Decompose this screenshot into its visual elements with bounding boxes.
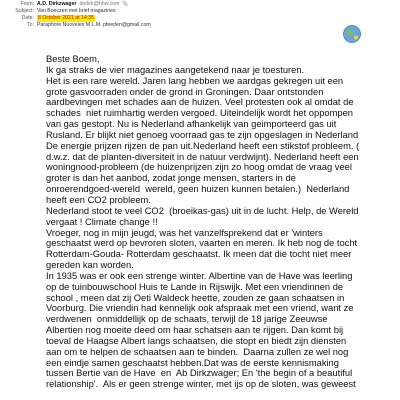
body-line: Albertien nog moeite deed om haar schatsen aan te rijgen. Dan komt bij — [46, 325, 344, 336]
email-body — [46, 54, 384, 390]
body-line: toeval de Haagse Albert langs schaatsen, die stopt en biedt zijn diensten — [46, 335, 347, 346]
body-line: Rotterdam-Gouda- Rotterdam geschaatst. Ik meen dat die tocht niet meer — [46, 249, 352, 260]
body-line: Ik ga straks de vier magazines aangetekend naar je toesturen. — [46, 64, 305, 75]
body-line: De energie prijzen rijzen de pan uit.Nederland heeft een stikstof probleem. ( — [46, 140, 360, 151]
body-line: aardbevingen met schades aan de huizen. Veel protesten ook al omdat de — [46, 97, 354, 108]
body-line: heeft een CO2 probleem. — [46, 194, 151, 205]
body-line: groter is dan het aanbod, zodat jonge mensen, starters in de — [46, 173, 296, 184]
from-row — [10, 1, 340, 8]
body-line: tussen Bertie van de Have en Ab Dirkzwager; En 'the begin of a beautiful — [46, 368, 353, 379]
body-line: op de tuinbouwschool Huis te Lande in Rijswijk. Met een vriendinnen de — [46, 281, 344, 292]
body-line: d.w.z. dat de planten-diversiteit in de natuur verdwijnt). Nederland heeft een — [46, 151, 359, 162]
body-line: grote gasvoorraden onder de grond in Groningen. Daar ontstonden — [46, 86, 324, 97]
body-line: Het is een rare wereld. Jaren lang hebben we aardgas gekregen uit een — [46, 75, 344, 86]
attachment-icon: 📎 — [122, 1, 129, 7]
body-line: verdwenen onmiddellijk op de schaats, terwijl de 18 jarige Zeeuwse — [46, 314, 328, 325]
body-line: Voorburg. Die vriendin had kennelijk ook afspraak met een vriend, want ze — [46, 303, 354, 314]
body-line: vergaat ! Climate change !! — [46, 216, 158, 227]
body-line: woningnood-probleem (de huizenprijzen zijn zo hoog omdat de vraag veel — [46, 162, 352, 173]
body-line: schades niet ruimhartig werden vergoed. Uiteindelijk wordt het oppompen — [46, 108, 353, 119]
date-label: Date: — [21, 15, 34, 21]
body-line: Vroeger, nog in mijn jeugd, was het vanzelfsprekend dat er 'winters — [46, 227, 323, 238]
body-line: school , meen dat zij Oeti Waldeck heette, zouden ze gaan schaatsen in — [46, 292, 345, 303]
subject-text: Van Boeczen met brief magazines — [37, 8, 116, 14]
body-line: van gas gestopt. Nu is Nederland afhankelijk van geimporteerd gas uit — [46, 119, 337, 130]
body-line: aan om te helpen de schaatsen aan te binden. Daarna zullen ze wel nog — [46, 346, 349, 357]
from-name[interactable]: A.D. Dirkzwager — [37, 1, 77, 7]
body-line: geschaatst werd op bevroren sloten, vaarten en meren. Ik heb nog de tocht — [46, 238, 358, 249]
body-line: Nederland stoot te veel CO2 (broeikas-gas) uit in de lucht. Help, de Wereld — [46, 205, 359, 216]
body-line: een eindje samen geschaatst hebben.Dat was de eerste kennismaking — [46, 357, 339, 368]
date-row — [10, 15, 340, 22]
body-line: Rusland. Er blijkt niet genoeg voorraad gas te zijn opgeslagen in Nederland — [46, 129, 359, 140]
subject-label: Subject: — [15, 8, 34, 14]
from-email[interactable]: dpdirk@hhw.com — [79, 1, 120, 7]
body-line: gereden kan worden. — [46, 260, 134, 271]
body-line: onroerendgoed-wereld wereld, geen huizen kunnen betalen.) Nederland — [46, 184, 350, 195]
date-text: 8 October 2021 at 14:35 — [38, 15, 94, 21]
body-line: Beste Boem, — [46, 54, 100, 64]
to-row — [10, 22, 340, 29]
subject-row — [10, 8, 340, 15]
body-line: relationship'. Als er geen strenge winter, met ijs op de sloten, was geweest — [46, 379, 356, 390]
to-label: To: — [27, 22, 34, 28]
body-line: In 1935 was er ook een strenge winter. Albertine van de Have was leerling — [46, 270, 353, 281]
to-text[interactable]: Paraphore Nuoveles M L.M. pfeeden@gmail.com — [37, 22, 151, 28]
globe-avatar-icon — [343, 25, 361, 43]
from-label: From: — [20, 1, 34, 7]
sender-avatar[interactable] — [343, 25, 361, 43]
email-header — [10, 1, 340, 29]
